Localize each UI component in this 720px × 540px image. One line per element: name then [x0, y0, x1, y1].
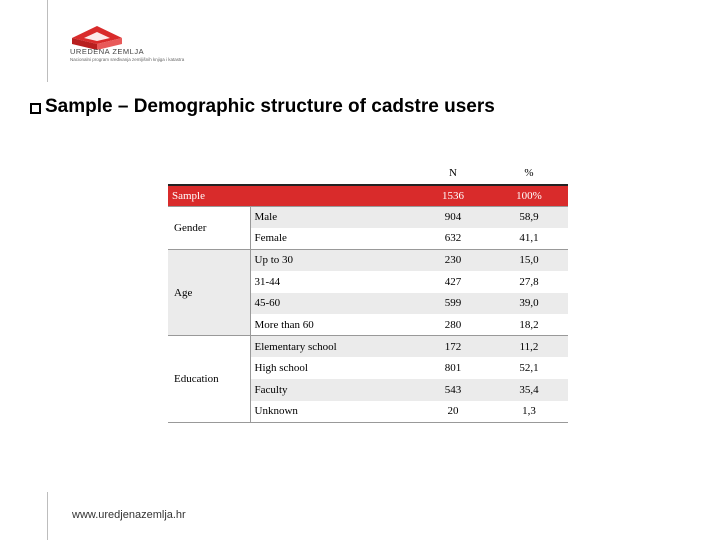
column-header-n: N — [416, 163, 490, 185]
slide-title — [30, 96, 495, 118]
row-pct: 18,2 — [490, 314, 568, 336]
sample-n: 1536 — [416, 185, 490, 207]
row-pct: 1,3 — [490, 401, 568, 423]
table-row — [168, 206, 568, 228]
row-n: 543 — [416, 379, 490, 401]
row-n: 904 — [416, 206, 490, 228]
row-label: Faculty — [250, 379, 416, 401]
row-label: Male — [250, 206, 416, 228]
row-n: 280 — [416, 314, 490, 336]
website-url: www.uredjenazemlja.hr — [72, 509, 186, 521]
row-pct: 27,8 — [490, 271, 568, 293]
row-n: 427 — [416, 271, 490, 293]
sample-pct: 100% — [490, 185, 568, 207]
table-row — [168, 249, 568, 271]
row-label: High school — [250, 357, 416, 379]
logo-subtitle: Nacionalni program sređivanja zemljišnih knjiga i katastra — [70, 57, 185, 62]
table-row — [168, 336, 568, 358]
row-label: Unknown — [250, 401, 416, 423]
row-n: 20 — [416, 401, 490, 423]
logo-title: UREDENA ZEMLJA — [70, 47, 145, 56]
checkbox-bullet-icon — [30, 103, 41, 114]
decorative-vertical-line-bottom — [47, 492, 48, 540]
slide-title-text: Sample – Demographic structure of cadstre users — [45, 96, 495, 117]
row-n: 801 — [416, 357, 490, 379]
row-pct: 11,2 — [490, 336, 568, 358]
decorative-vertical-line-top — [47, 0, 48, 82]
category-age: Age — [168, 249, 250, 335]
row-label: 31-44 — [250, 271, 416, 293]
row-pct: 15,0 — [490, 249, 568, 271]
row-n: 599 — [416, 293, 490, 315]
column-header-pct: % — [490, 163, 568, 185]
row-label: Female — [250, 228, 416, 250]
row-n: 632 — [416, 228, 490, 250]
header-blank — [250, 163, 416, 185]
category-education: Education — [168, 336, 250, 422]
row-pct: 35,4 — [490, 379, 568, 401]
sample-row — [168, 185, 568, 207]
header-blank — [168, 163, 250, 185]
category-gender: Gender — [168, 206, 250, 249]
row-n: 172 — [416, 336, 490, 358]
uredena-zemlja-logo-icon — [70, 14, 230, 74]
row-n: 230 — [416, 249, 490, 271]
sample-label: Sample — [168, 185, 416, 207]
row-pct: 39,0 — [490, 293, 568, 315]
table-header-row — [168, 163, 568, 185]
demographic-table — [168, 163, 568, 423]
row-pct: 41,1 — [490, 228, 568, 250]
row-label: More than 60 — [250, 314, 416, 336]
row-label: 45-60 — [250, 293, 416, 315]
row-label: Up to 30 — [250, 249, 416, 271]
row-label: Elementary school — [250, 336, 416, 358]
row-pct: 58,9 — [490, 206, 568, 228]
row-pct: 52,1 — [490, 357, 568, 379]
